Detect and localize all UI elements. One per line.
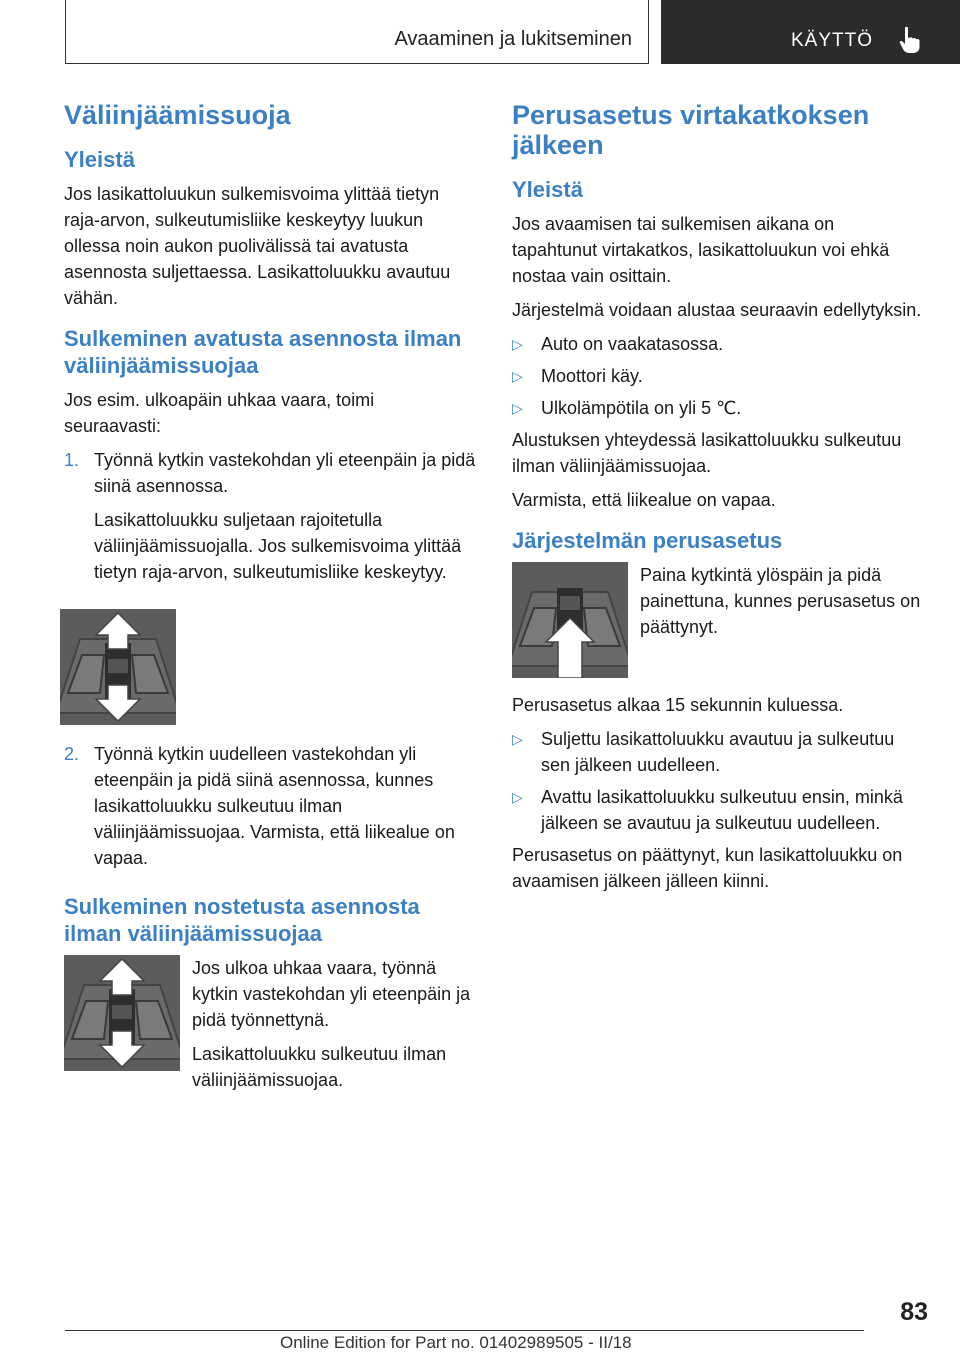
switch-forward-figure [64,955,180,1071]
tilted-closing-heading: Sulkeminen avatusta asennosta ilman väliinjäämissuojaa [64,326,462,378]
raised-closing-heading: Sulkeminen nostetusta asennosta ilman väliinjäämissuojaa [64,894,420,946]
triangle-bullet-icon: ▷ [512,400,523,416]
roof-switch-icon [512,562,628,678]
reset-item-text: Suljettu lasikattoluukku avautuu ja sulkeutuu sen jälkeen uudelleen. [541,729,895,775]
triangle-bullet-icon: ▷ [512,368,523,384]
reset-after-power-title: Perusasetus virtakatkoksen jälkeen [512,100,870,160]
condition-text: Ulkolämpötila on yli 5 ℃. [541,398,742,418]
condition-text: Moottori käy. [541,366,643,386]
triangle-bullet-icon: ▷ [512,336,523,352]
general-heading: Yleistä [512,177,583,202]
general-text: Jos lasikattoluukun sulkemisvoima ylittää tietyn raja-arvon, sulkeutumisliike keskeytyy luukun ollessa noin aukon puolivälissä tai avatusta asennosta suljettaessa. Lasikattoluukku avautuu vähän. [64,184,451,308]
system-reset-heading: Järjestelmän perusasetus [512,528,783,553]
step-2 [64,741,476,879]
condition-item [512,363,924,389]
step-note: Lasikattoluukku suljetaan rajoitetulla väliinjäämissuojalla. Jos sulkemisvoima ylittää tietyn raja-arvon, sulkeutumisliike keskeytyy. [94,510,462,582]
left-column [64,100,476,1109]
conditions-intro: Järjestelmä voidaan alustaa seuraavin edellytyksin. [512,300,922,320]
roof-switch-icon [60,609,176,725]
after-conditions-text: Alustuksen yhteydessä lasikattoluukku sulkeutuu ilman väliinjäämissuojaa. [512,430,902,476]
footer-divider [65,1330,864,1331]
step-number: 1. [64,450,80,470]
after-conditions-note: Varmista, että liikealue on vapaa. [512,490,776,510]
reset-end-text: Perusasetus on päättynyt, kun lasikattoluukku on avaamisen jälkeen jälleen kiinni. [512,845,903,891]
step-text: Työnnä kytkin vastekohdan yli eteenpäin ja pidä siinä asennossa. [94,450,476,496]
condition-item [512,331,924,357]
reset-item [512,784,924,836]
condition-item [512,395,924,421]
step-1 [64,447,476,593]
right-column [512,100,924,902]
tilted-closing-intro: Jos esim. ulkoapäin uhkaa vaara, toimi seuraavasti: [64,390,375,436]
step-text: Työnnä kytkin uudelleen vastekohdan yli eteenpäin ja pidä siinä asennossa, kunnes lasikattoluukku sulkeutuu ilman väliinjäämissuojaa. Varmista, että liikealue on vapaa. [94,744,455,868]
reset-item [512,726,924,778]
chapter-label: KÄYTTÖ [791,30,874,51]
pinch-protection-title: Väliinjäämissuoja [64,100,291,130]
page-number: 83 [900,1298,928,1326]
chapter-tab [661,0,960,64]
system-reset-text: Paina kytkintä ylöspäin ja pidä painettuna, kunnes perusasetus on päättynyt. [640,565,921,637]
edition-text: Online Edition for Part no. 01402989505 - II/18 [280,1333,632,1352]
pointing-hand-icon [898,26,922,54]
condition-text: Auto on vaakatasossa. [541,334,724,354]
switch-up-figure [512,562,628,678]
roof-switch-icon [64,955,180,1071]
raised-closing-text: Jos ulkoa uhkaa vaara, työnnä kytkin vastekohdan yli eteenpäin ja pidä työnnettynä. [192,958,471,1030]
triangle-bullet-icon: ▷ [512,789,523,805]
reset-start-text: Perusasetus alkaa 15 sekunnin kuluessa. [512,695,844,715]
header-frame [65,0,649,64]
triangle-bullet-icon: ▷ [512,731,523,747]
system-reset-row [512,562,924,678]
switch-up-down-figure [60,609,176,725]
step-number: 2. [64,744,80,764]
raised-closing-row [64,955,476,1101]
reset-item-text: Avattu lasikattoluukku sulkeutuu ensin, minkä jälkeen se avautuu ja sulkeutuu uudelleen. [541,787,903,833]
header-section-title: Avaaminen ja lukitseminen [394,28,632,50]
general-heading: Yleistä [64,147,135,172]
general-text: Jos avaamisen tai sulkemisen aikana on tapahtunut virtakatkos, lasikattoluukun voi ehkä nostaa vain osittain. [512,214,890,286]
raised-closing-note: Lasikattoluukku sulkeutuu ilman väliinjäämissuojaa. [192,1044,447,1090]
